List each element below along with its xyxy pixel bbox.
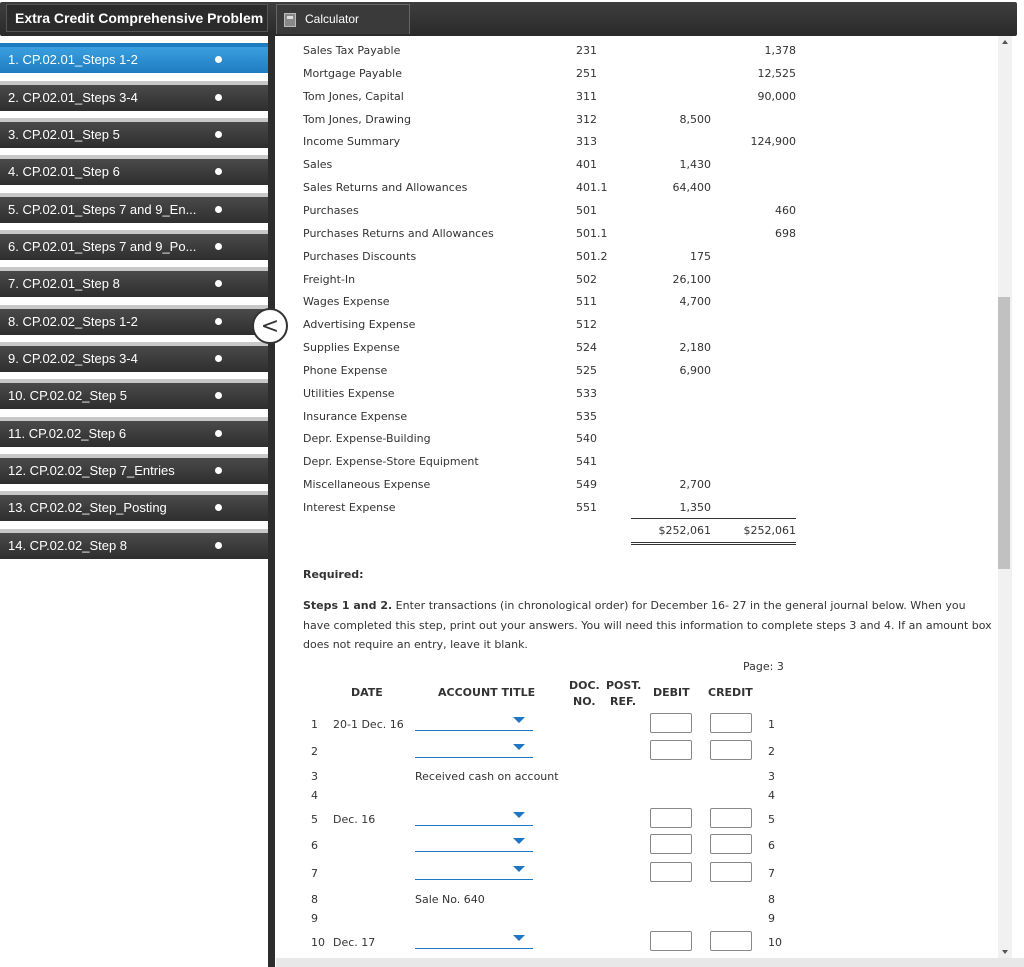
account-name: Phone Expense [303, 363, 388, 377]
trial-balance-row [276, 225, 998, 245]
journal-line-number: 7 [311, 867, 318, 880]
account-number: 501.1 [576, 226, 608, 240]
account-name: Advertising Expense [303, 318, 416, 332]
status-dot-icon [215, 392, 222, 399]
sidebar-item-1[interactable] [0, 43, 268, 73]
chevron-down-icon [513, 935, 525, 941]
status-dot-icon [215, 243, 222, 250]
account-number: 502 [576, 272, 597, 286]
credit-amount: 698 [775, 226, 796, 240]
trial-balance-row [276, 339, 998, 359]
journal-line-number-right: 2 [768, 745, 775, 758]
journal-description: Received cash on account [415, 770, 559, 783]
sidebar-item-6[interactable] [0, 230, 268, 260]
sidebar-item-label: 5. CP.02.01_Steps 7 and 9_En... [8, 202, 197, 217]
account-number: 512 [576, 318, 597, 332]
journal-line-number: 5 [311, 813, 318, 826]
status-dot-icon [215, 355, 222, 362]
debit-amount: 26,100 [672, 272, 711, 286]
account-name: Insurance Expense [303, 409, 408, 423]
account-name: Wages Expense [303, 295, 390, 309]
trial-balance-row [276, 179, 998, 199]
journal-date: 20-1 Dec. 16 [333, 718, 404, 731]
chevron-down-icon [513, 812, 525, 818]
sidebar-item-label: 2. CP.02.01_Steps 3-4 [8, 90, 138, 105]
debit-amount: 1,430 [679, 158, 711, 172]
trial-balance-row [276, 248, 998, 268]
account-name: Tom Jones, Drawing [303, 112, 411, 126]
account-title-dropdown[interactable] [415, 714, 533, 731]
status-dot-icon [215, 542, 222, 549]
sidebar-item-12[interactable] [0, 454, 268, 484]
debit-amount: 2,180 [679, 341, 711, 355]
debit-input[interactable] [650, 713, 692, 733]
trial-balance-row [276, 133, 998, 153]
trial-balance-row [276, 88, 998, 108]
trial-balance-row [276, 385, 998, 405]
debit-input[interactable] [650, 862, 692, 882]
required-heading: Required: [303, 568, 364, 581]
sidebar-item-label: 9. CP.02.02_Steps 3-4 [8, 351, 138, 366]
account-name: Purchases Discounts [303, 249, 417, 263]
credit-amount: 460 [775, 203, 796, 217]
sidebar-item-14[interactable] [0, 529, 268, 559]
journal-header-debit: DEBIT [653, 686, 690, 699]
account-name: Supplies Expense [303, 341, 400, 355]
account-name: Mortgage Payable [303, 66, 402, 80]
sidebar-nav [0, 36, 268, 967]
status-dot-icon [215, 168, 222, 175]
sidebar-item-label: 7. CP.02.01_Step 8 [8, 276, 120, 291]
account-name: Purchases Returns and Allowances [303, 226, 494, 240]
chevron-down-icon [513, 866, 525, 872]
journal-header-account-title: ACCOUNT TITLE [438, 686, 536, 699]
journal-line-number: 1 [311, 718, 318, 731]
trial-balance-row [276, 316, 998, 336]
trial-balance-row [276, 42, 998, 62]
credit-amount: 12,525 [757, 66, 796, 80]
chevron-down-icon [513, 838, 525, 844]
sidebar-item-2[interactable] [0, 81, 268, 111]
journal-line-number-right: 1 [768, 718, 775, 731]
debit-amount: 1,350 [679, 501, 711, 514]
sidebar-item-label: 11. CP.02.02_Step 6 [8, 426, 127, 441]
account-number: 501 [576, 203, 597, 217]
total-credit: $252,061 [743, 524, 796, 537]
journal-line-number: 2 [311, 745, 318, 758]
sidebar-item-label: 4. CP.02.01_Step 6 [8, 164, 120, 179]
account-number: 533 [576, 386, 597, 400]
journal-line-number: 4 [311, 789, 318, 802]
account-number: 535 [576, 409, 597, 423]
debit-amount: 6,900 [679, 363, 711, 377]
journal-description: Sale No. 640 [415, 893, 485, 906]
sidebar-item-4[interactable] [0, 155, 268, 185]
account-number: 313 [576, 135, 597, 149]
account-number: 549 [576, 478, 597, 492]
account-name: Depr. Expense-Store Equipment [303, 455, 479, 469]
main-content [276, 36, 998, 967]
chevron-down-icon [513, 717, 525, 723]
account-name: Tom Jones, Capital [303, 89, 404, 103]
debit-amount: 2,700 [679, 478, 711, 492]
account-number: 501.2 [576, 249, 608, 263]
sidebar-item-9[interactable] [0, 342, 268, 372]
debit-input[interactable] [650, 740, 692, 760]
sidebar-item-3[interactable] [0, 118, 268, 148]
sidebar-item-11[interactable] [0, 417, 268, 447]
credit-amount: 90,000 [757, 89, 796, 103]
account-number: 251 [576, 66, 597, 80]
status-dot-icon [215, 467, 222, 474]
account-number: 551 [576, 501, 597, 514]
account-name: Sales Returns and Allowances [303, 181, 468, 195]
total-rule [631, 518, 796, 519]
sidebar-item-5[interactable] [0, 193, 268, 223]
account-title-dropdown[interactable] [415, 741, 533, 758]
account-number: 231 [576, 44, 597, 57]
account-title-dropdown[interactable] [415, 932, 533, 949]
journal-line-number-right: 10 [768, 936, 782, 949]
journal-header-doc: DOC. [569, 679, 600, 692]
sidebar-item-8[interactable] [0, 305, 268, 335]
journal-line-number: 3 [311, 770, 318, 783]
journal-date: Dec. 17 [333, 936, 376, 949]
journal-line-number: 6 [311, 839, 318, 852]
chevron-down-icon [513, 744, 525, 750]
journal-line-number-right: 8 [768, 893, 775, 906]
journal-line-number-right: 7 [768, 867, 775, 880]
sidebar-item-label: 13. CP.02.02_Step_Posting [8, 500, 167, 515]
instructions-text: Enter transactions (in chronological order) for December 16- 27 in the general journal below. When you have completed this step, print out your answers. You will need this information to complete steps 3 and 4. If an amount box does not require an entry, leave it blank. [303, 599, 992, 651]
credit-input[interactable] [710, 808, 752, 828]
account-name: Depr. Expense-Building [303, 432, 431, 446]
required-instructions [303, 596, 993, 655]
credit-input[interactable] [710, 931, 752, 951]
calculator-label: Calculator [305, 12, 360, 26]
debit-amount: 175 [690, 249, 711, 263]
account-name: Sales [303, 158, 333, 172]
account-number: 511 [576, 295, 597, 309]
account-name: Miscellaneous Expense [303, 478, 431, 492]
trial-balance-row [276, 408, 998, 428]
status-dot-icon [215, 504, 222, 511]
account-name: Income Summary [303, 135, 401, 149]
debit-amount: 8,500 [679, 112, 711, 126]
calculator-button[interactable] [276, 4, 410, 34]
account-name: Purchases [303, 203, 359, 217]
sidebar-item-label: 14. CP.02.02_Step 8 [8, 538, 128, 553]
credit-amount: 1,378 [764, 44, 796, 57]
scroll-up-icon[interactable] [1002, 40, 1008, 44]
account-number: 401.1 [576, 181, 608, 195]
trial-balance-row [276, 65, 998, 85]
credit-input[interactable] [710, 834, 752, 854]
account-number: 311 [576, 89, 597, 103]
account-number: 525 [576, 363, 597, 377]
account-number: 540 [576, 432, 597, 446]
sidebar-item-label: 3. CP.02.01_Step 5 [8, 127, 120, 142]
top-bar [0, 0, 1024, 36]
journal-line-number: 10 [311, 936, 325, 949]
double-total-rule [631, 542, 796, 545]
trial-balance-row [276, 453, 998, 473]
debit-input[interactable] [650, 834, 692, 854]
account-number: 312 [576, 112, 597, 126]
trial-balance-row [276, 202, 998, 222]
journal-line-number: 9 [311, 912, 318, 925]
journal-header-credit: CREDIT [708, 686, 753, 699]
sidebar-item-10[interactable] [0, 379, 268, 409]
calculator-icon [284, 13, 296, 27]
sidebar-item-label: 10. CP.02.02_Step 5 [8, 388, 128, 403]
journal-line-number-right: 6 [768, 839, 775, 852]
app-title: Extra Credit Comprehensive Problem [6, 4, 268, 32]
scroll-down-icon[interactable] [1002, 950, 1008, 954]
account-name: Interest Expense [303, 501, 396, 514]
account-number: 401 [576, 158, 597, 172]
status-dot-icon [215, 56, 222, 63]
account-title-dropdown[interactable] [415, 835, 533, 852]
trial-balance-row [276, 362, 998, 382]
journal-page-label: Page: 3 [743, 660, 784, 673]
account-name: Sales Tax Payable [303, 44, 401, 57]
trial-balance-row [276, 476, 998, 496]
status-dot-icon [215, 206, 222, 213]
account-title-dropdown[interactable] [415, 809, 533, 826]
trial-balance-row [276, 111, 998, 131]
status-dot-icon [215, 430, 222, 437]
sidebar-item-7[interactable] [0, 267, 268, 297]
status-dot-icon [215, 131, 222, 138]
debit-input[interactable] [650, 808, 692, 828]
sidebar-divider [268, 36, 275, 967]
sidebar-item-label: 6. CP.02.01_Steps 7 and 9_Po... [8, 239, 197, 254]
credit-input[interactable] [710, 740, 752, 760]
debit-amount: 4,700 [679, 295, 711, 309]
total-debit: $252,061 [658, 524, 711, 537]
account-name: Freight-In [303, 272, 356, 286]
journal-header-date: DATE [351, 686, 383, 699]
debit-input[interactable] [650, 931, 692, 951]
account-number: 524 [576, 341, 597, 355]
sidebar-item-13[interactable] [0, 491, 268, 521]
trial-balance-total-row [276, 522, 998, 542]
credit-input[interactable] [710, 862, 752, 882]
journal-header-no: NO. [573, 695, 596, 708]
journal-header-ref: REF. [610, 695, 637, 708]
chevron-left-icon: < [260, 313, 280, 339]
status-dot-icon [215, 94, 222, 101]
steps-label: Steps 1 and 2. [303, 599, 393, 612]
account-title-dropdown[interactable] [415, 863, 533, 880]
sidebar-item-label: 1. CP.02.01_Steps 1-2 [8, 52, 138, 67]
journal-date: Dec. 16 [333, 813, 376, 826]
debit-amount: 64,400 [672, 181, 711, 195]
journal-header-post: POST. [606, 679, 642, 692]
trial-balance-row [276, 293, 998, 313]
status-dot-icon [215, 280, 222, 287]
journal-line-number-right: 3 [768, 770, 775, 783]
trial-balance-row [276, 271, 998, 291]
credit-input[interactable] [710, 713, 752, 733]
account-name: Utilities Expense [303, 386, 395, 400]
trial-balance-row [276, 499, 998, 519]
account-number: 541 [576, 455, 597, 469]
journal-line-number-right: 9 [768, 912, 775, 925]
journal-line-number: 8 [311, 893, 318, 906]
trial-balance-row [276, 156, 998, 176]
trial-balance-row [276, 430, 998, 450]
journal-line-number-right: 4 [768, 789, 775, 802]
journal-line-number-right: 5 [768, 813, 775, 826]
sidebar-item-label: 8. CP.02.02_Steps 1-2 [8, 314, 138, 329]
sidebar-item-label: 12. CP.02.02_Step 7_Entries [8, 463, 175, 478]
scrollbar-thumb[interactable] [998, 297, 1010, 569]
status-dot-icon [215, 318, 222, 325]
horizontal-scroll-strip [276, 958, 1024, 967]
credit-amount: 124,900 [750, 135, 796, 149]
